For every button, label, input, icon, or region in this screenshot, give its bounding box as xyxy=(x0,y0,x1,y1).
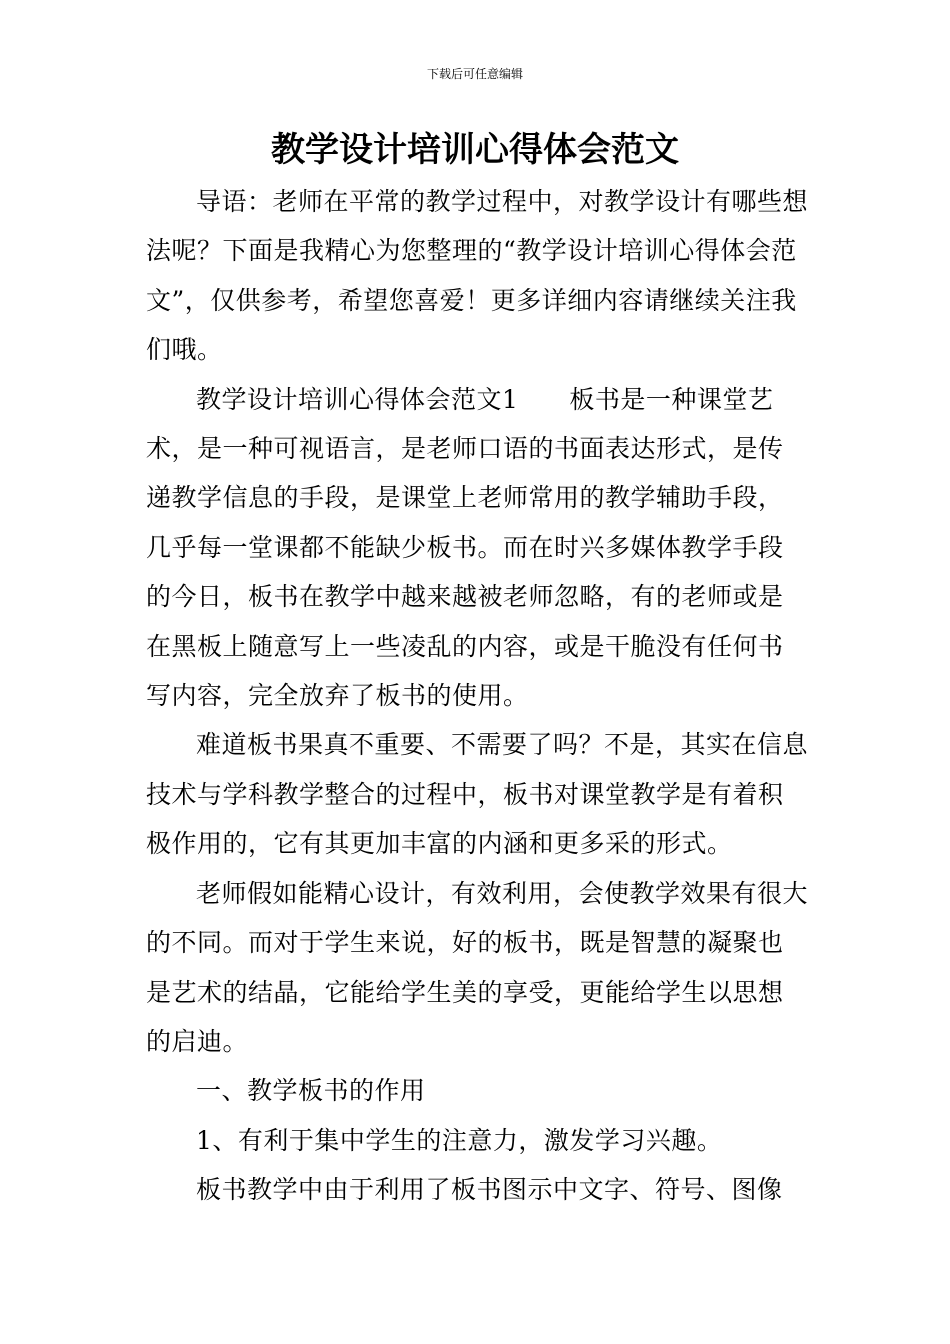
header-note: 下载后可任意编辑 xyxy=(426,67,523,81)
body-paragraph: 难道板书果真不重要、不需要了吗？不是，其实在信息技术与学科教学整合的过程中，板书对课堂教学是有着积极作用的，它有其更加丰富的内涵和更多采的形式。 xyxy=(146,730,809,859)
document-title: 教学设计培训心得体会范文 xyxy=(271,130,679,170)
body-paragraph: 板书教学中由于利用了板书图示中文字、符号、图像 xyxy=(196,1175,783,1205)
document-body xyxy=(146,177,808,1215)
intro-paragraph: 导语：老师在平常的教学过程中，对教学设计有哪些想法呢？下面是我精心为您整理的“教学设计培训心得体会范文”，仅供参考，希望您喜爱！更多详细内容请继续关注我们哦。 xyxy=(146,187,809,365)
section-heading: 一、教学板书的作用 xyxy=(196,1076,426,1106)
body-paragraph: 教学设计培训心得体会范文1 板书是一种课堂艺术，是一种可视语言，是老师口语的书面表达形式，是传递教学信息的手段，是课堂上老师常用的教学辅助手段，几乎每一堂课都不能缺少板书。而在时兴多媒体教学手段的今日，板书在教学中越来越被老师忽略，有的老师或是在黑板上随意写上一些凌乱的内容，或是干脆没有任何书写内容，完全放弃了板书的使用。 xyxy=(146,384,784,711)
list-item: 1、有利于集中学生的注意力，激发学习兴趣。 xyxy=(196,1125,723,1155)
body-paragraph: 老师假如能精心设计，有效利用，会使教学效果有很大的不同。而对于学生来说，好的板书，既是智慧的凝聚也是艺术的结晶，它能给学生美的享受，更能给学生以思想的启迪。 xyxy=(146,878,809,1056)
